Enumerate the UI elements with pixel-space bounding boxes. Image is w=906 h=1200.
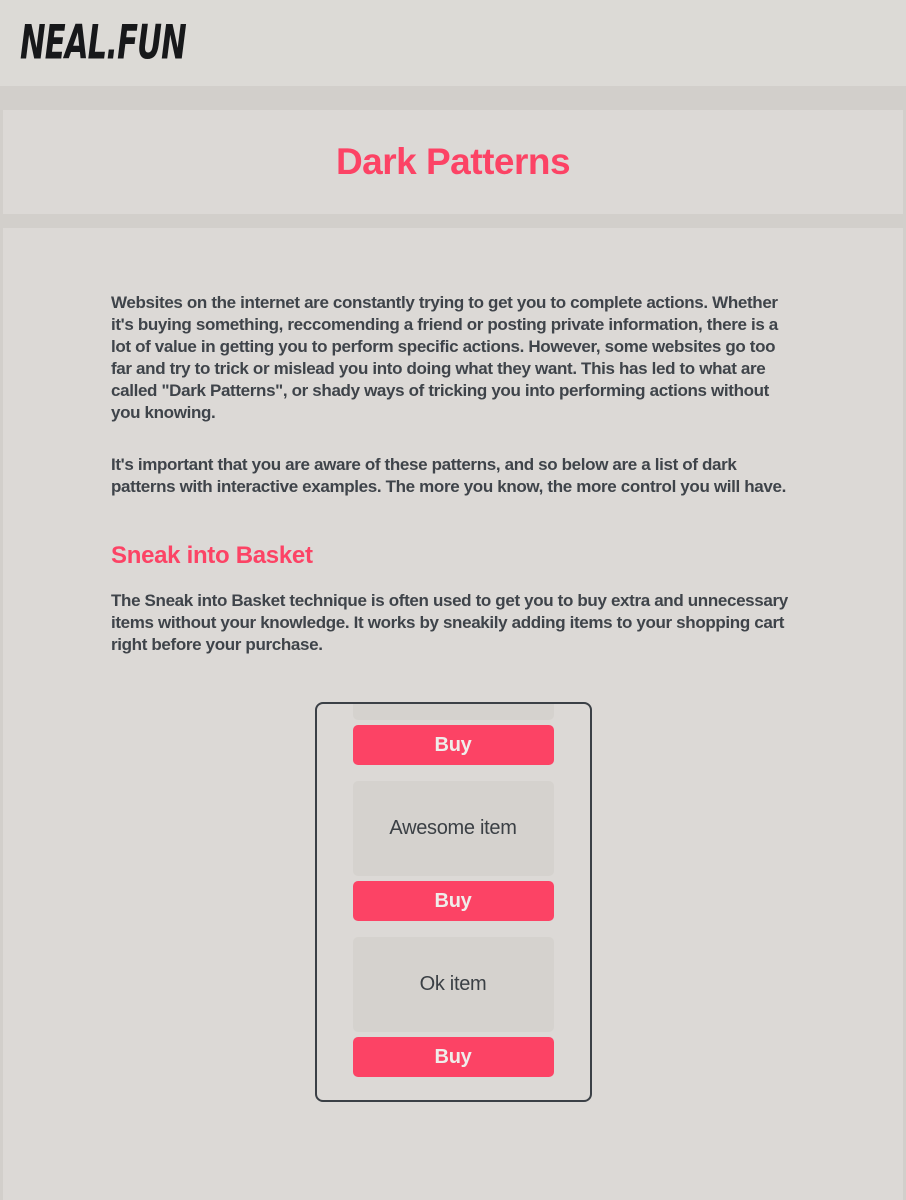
content-card: [3, 228, 903, 1200]
sneak-into-basket-demo: [315, 702, 592, 1102]
section-description: The Sneak into Basket technique is often used to get you to buy extra and unnecessary items without your knowledge. It works by sneakily adding items to your shopping cart right before your purchase.: [111, 591, 788, 654]
title-banner: [3, 110, 903, 214]
section-heading-sneak-into-basket: Sneak into Basket: [111, 542, 313, 569]
product-group: [353, 937, 554, 1077]
product-group: [353, 781, 554, 921]
product-item: Awesome item: [353, 781, 554, 876]
header: [0, 0, 906, 86]
page-title: Dark Patterns: [335, 141, 571, 182]
content-column: [111, 292, 795, 1102]
buy-button[interactable]: Buy: [353, 1037, 554, 1077]
intro-paragraph-2: It's important that you are aware of these patterns, and so below are a list of dark patterns with interactive examples. The more you know, the more control you will have.: [111, 455, 786, 496]
product-group: [353, 702, 554, 765]
buy-button[interactable]: Buy: [353, 881, 554, 921]
product-item: [353, 702, 554, 720]
buy-button[interactable]: Buy: [353, 725, 554, 765]
site-logo[interactable]: NEAL.FUN: [20, 16, 186, 70]
intro-paragraph-1: Websites on the internet are constantly trying to get you to complete actions. Whether it's buying something, reccomending a friend or posting private information, there is a lot of value in getting you to perform specific actions. However, some websites go too far and try to trick or mislead you into doing what they want. This has led to what are called "Dark Patterns", or shady ways of tricking you into performing actions without you knowing.: [111, 293, 778, 422]
product-item: Ok item: [353, 937, 554, 1032]
product-list: [353, 702, 554, 1077]
